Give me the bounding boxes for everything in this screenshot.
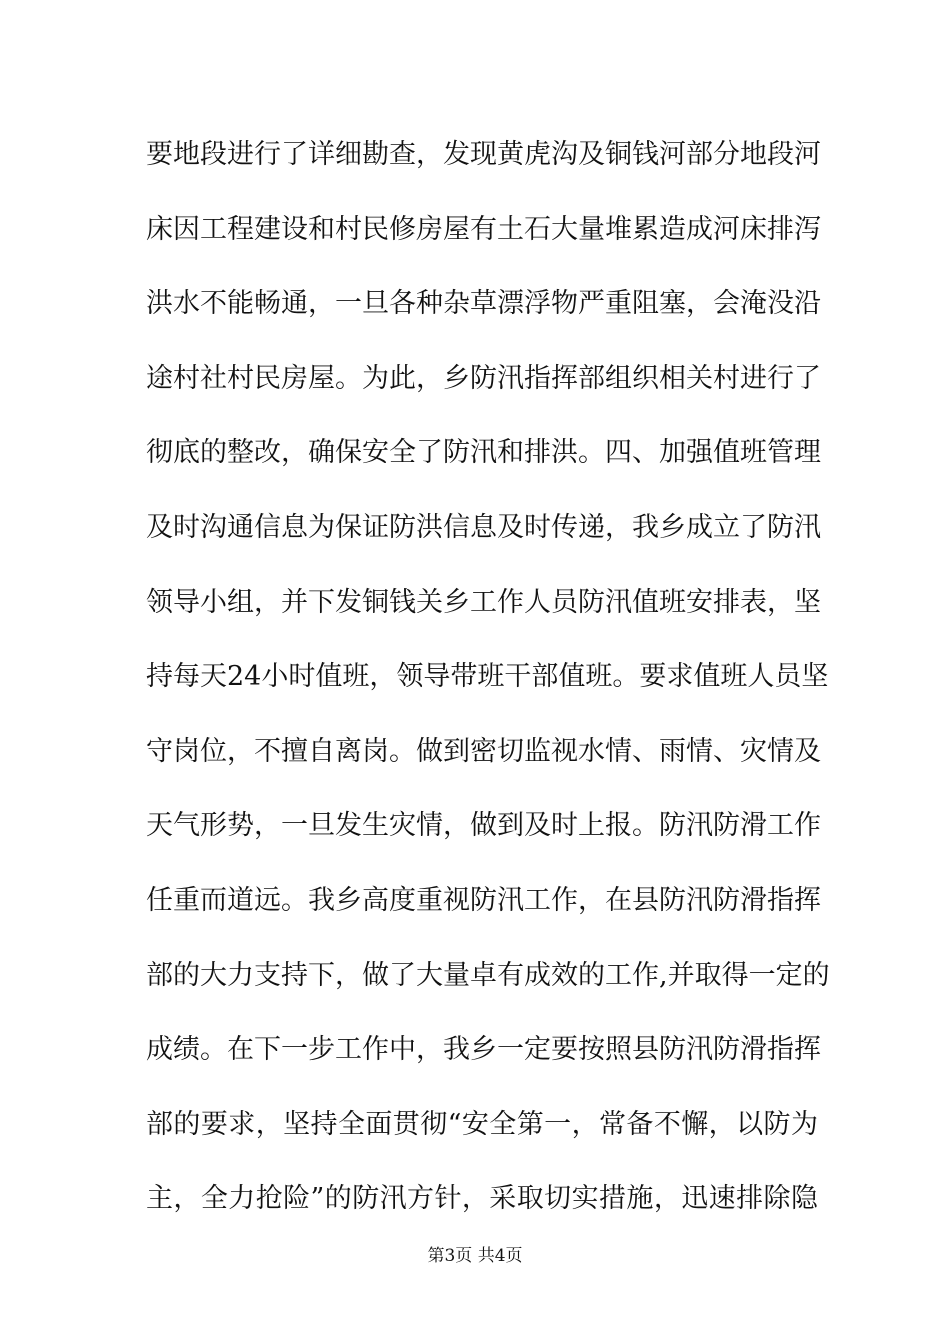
text-line: 主 ， 全 力 抢 险 ” 的 防 汛 方 针 ， 采 取 切 实 措 施 ， 迅 速 排 除 隐 [146,1183,818,1214]
text-line: 任 重 而 道 远 。 我 乡 高 度 重 视 防 汛 工 作 ， 在 县 防 汛 防 滑 指 挥 [146,885,821,916]
text-line: 领 导 小 组 ， 并 下 发 铜 钱 关 乡 工 作 人 员 防 汛 值 班 安 排 表 ， 坚 [146,587,821,618]
text-line: 天 气 形 势 ， 一 旦 发 生 灾 情 ， 做 到 及 时 上 报 。 防 汛 防 滑 工 作 [146,810,821,841]
text-line: 床 因 工 程 建 设 和 村 民 修 房 屋 有 土 石 大 量 堆 累 造 成 河 床 排 泻 [146,214,821,245]
text-line: 部 的 大 力 支 持 下 ， 做 了 大 量 卓 有 成 效 的 工 作 , 并 取 得 一 定 的 [146,960,830,991]
page-number-footer: 第3页 共4页 [427,1246,523,1266]
text-line: 成 绩 。 在 下 一 步 工 作 中 ， 我 乡 一 定 要 按 照 县 防 汛 防 滑 指 挥 [146,1034,821,1065]
text-line: 洪 水 不 能 畅 通 ， 一 旦 各 种 杂 草 漂 浮 物 严 重 阻 塞 ， 会 淹 没 沿 [146,288,821,319]
text-line: 及 时 沟 通 信 息 为 保 证 防 洪 信 息 及 时 传 递 ， 我 乡 成 立 了 防 汛 [146,512,821,543]
text-line: 守 岗 位 ， 不 擅 自 离 岗 。 做 到 密 切 监 视 水 情 、 雨 情 、 灾 情 及 [146,736,821,767]
text-line: 部 的 要 求 ， 坚 持 全 面 贯 彻 “ 安 全 第 一 ， 常 备 不 懈 ， 以 防 为 [146,1109,818,1140]
text-line: 彻 底 的 整 改 ， 确 保 安 全 了 防 汛 和 排 洪 。 四 、 加 强 值 班 管 理 [146,437,821,468]
text-line: 要 地 段 进 行 了 详 细 勘 查 ， 发 现 黄 虎 沟 及 铜 钱 河 部 分 地 段 河 [146,139,821,170]
text-line: 途 村 社 村 民 房 屋 。 为 此 ， 乡 防 汛 指 挥 部 组 织 相 关 村 进 行 了 [146,363,821,394]
text-line: 持 每 天 24 小 时 值 班 ， 领 导 带 班 干 部 值 班 。 要 求 值 班 人 员 坚 [146,661,829,692]
